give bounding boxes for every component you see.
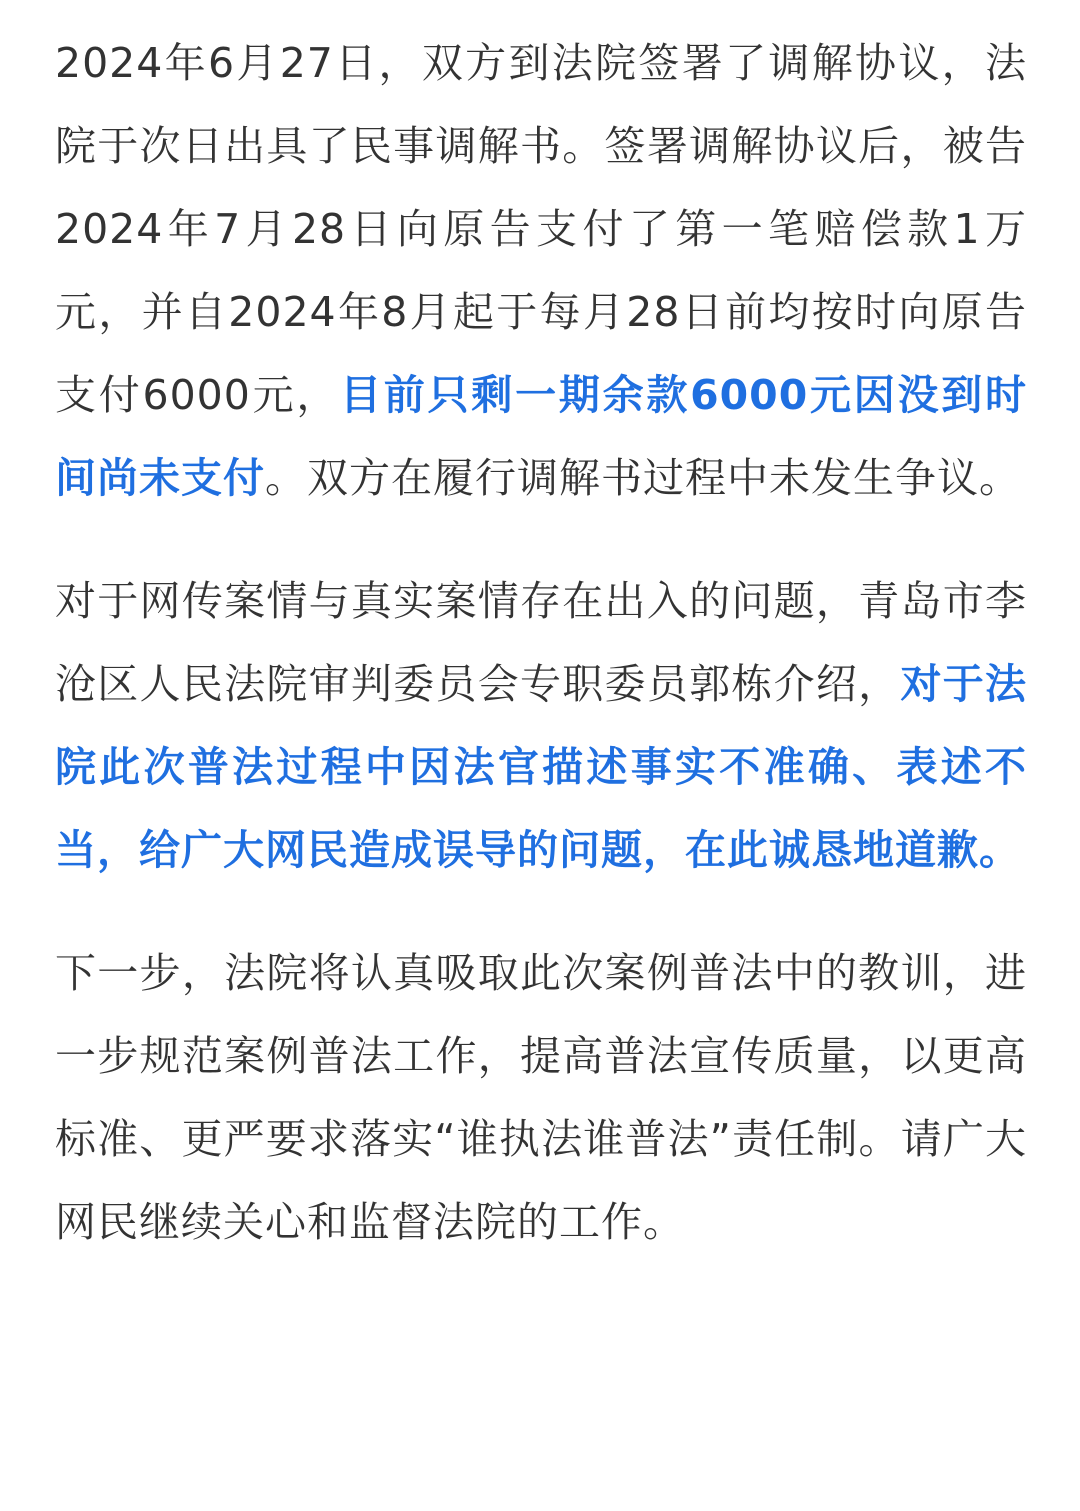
paragraph-text: 2024年6月27日，双方到法院签署了调解协议，法院于次日出具了民事调解书。签署调解协议后，被告2024年7月28日向原告支付了第一笔赔偿款1万元，并自2024年8月起于每月28日前均按时向原告支付6000元， [55,39,1027,419]
paragraph-court-apology [55,560,1027,892]
highlighted-text: 目前只剩一期余款6000元因没到时间尚未支付 [55,371,1027,502]
paragraph-next-steps [55,932,1027,1264]
paragraph-text: 。双方在履行调解书过程中未发生争议。 [265,454,1021,502]
highlighted-text: 对于法院此次普法过程中因法官描述事实不准确、表述不当，给广大网民造成误导的问题，在此诚恳地道歉。 [55,660,1027,874]
paragraph-text: 下一步，法院将认真吸取此次案例普法中的教训，进一步规范案例普法工作，提高普法宣传质量，以更高标准、更严要求落实“谁执法谁普法”责任制。请广大网民继续关心和监督法院的工作。 [55,949,1027,1246]
paragraph-text: 对于网传案情与真实案情存在出入的问题，青岛市李沧区人民法院审判委员会专职委员郭栋介绍， [55,577,1027,708]
article-body [55,22,1027,1304]
paragraph-mediation-status [55,22,1027,520]
